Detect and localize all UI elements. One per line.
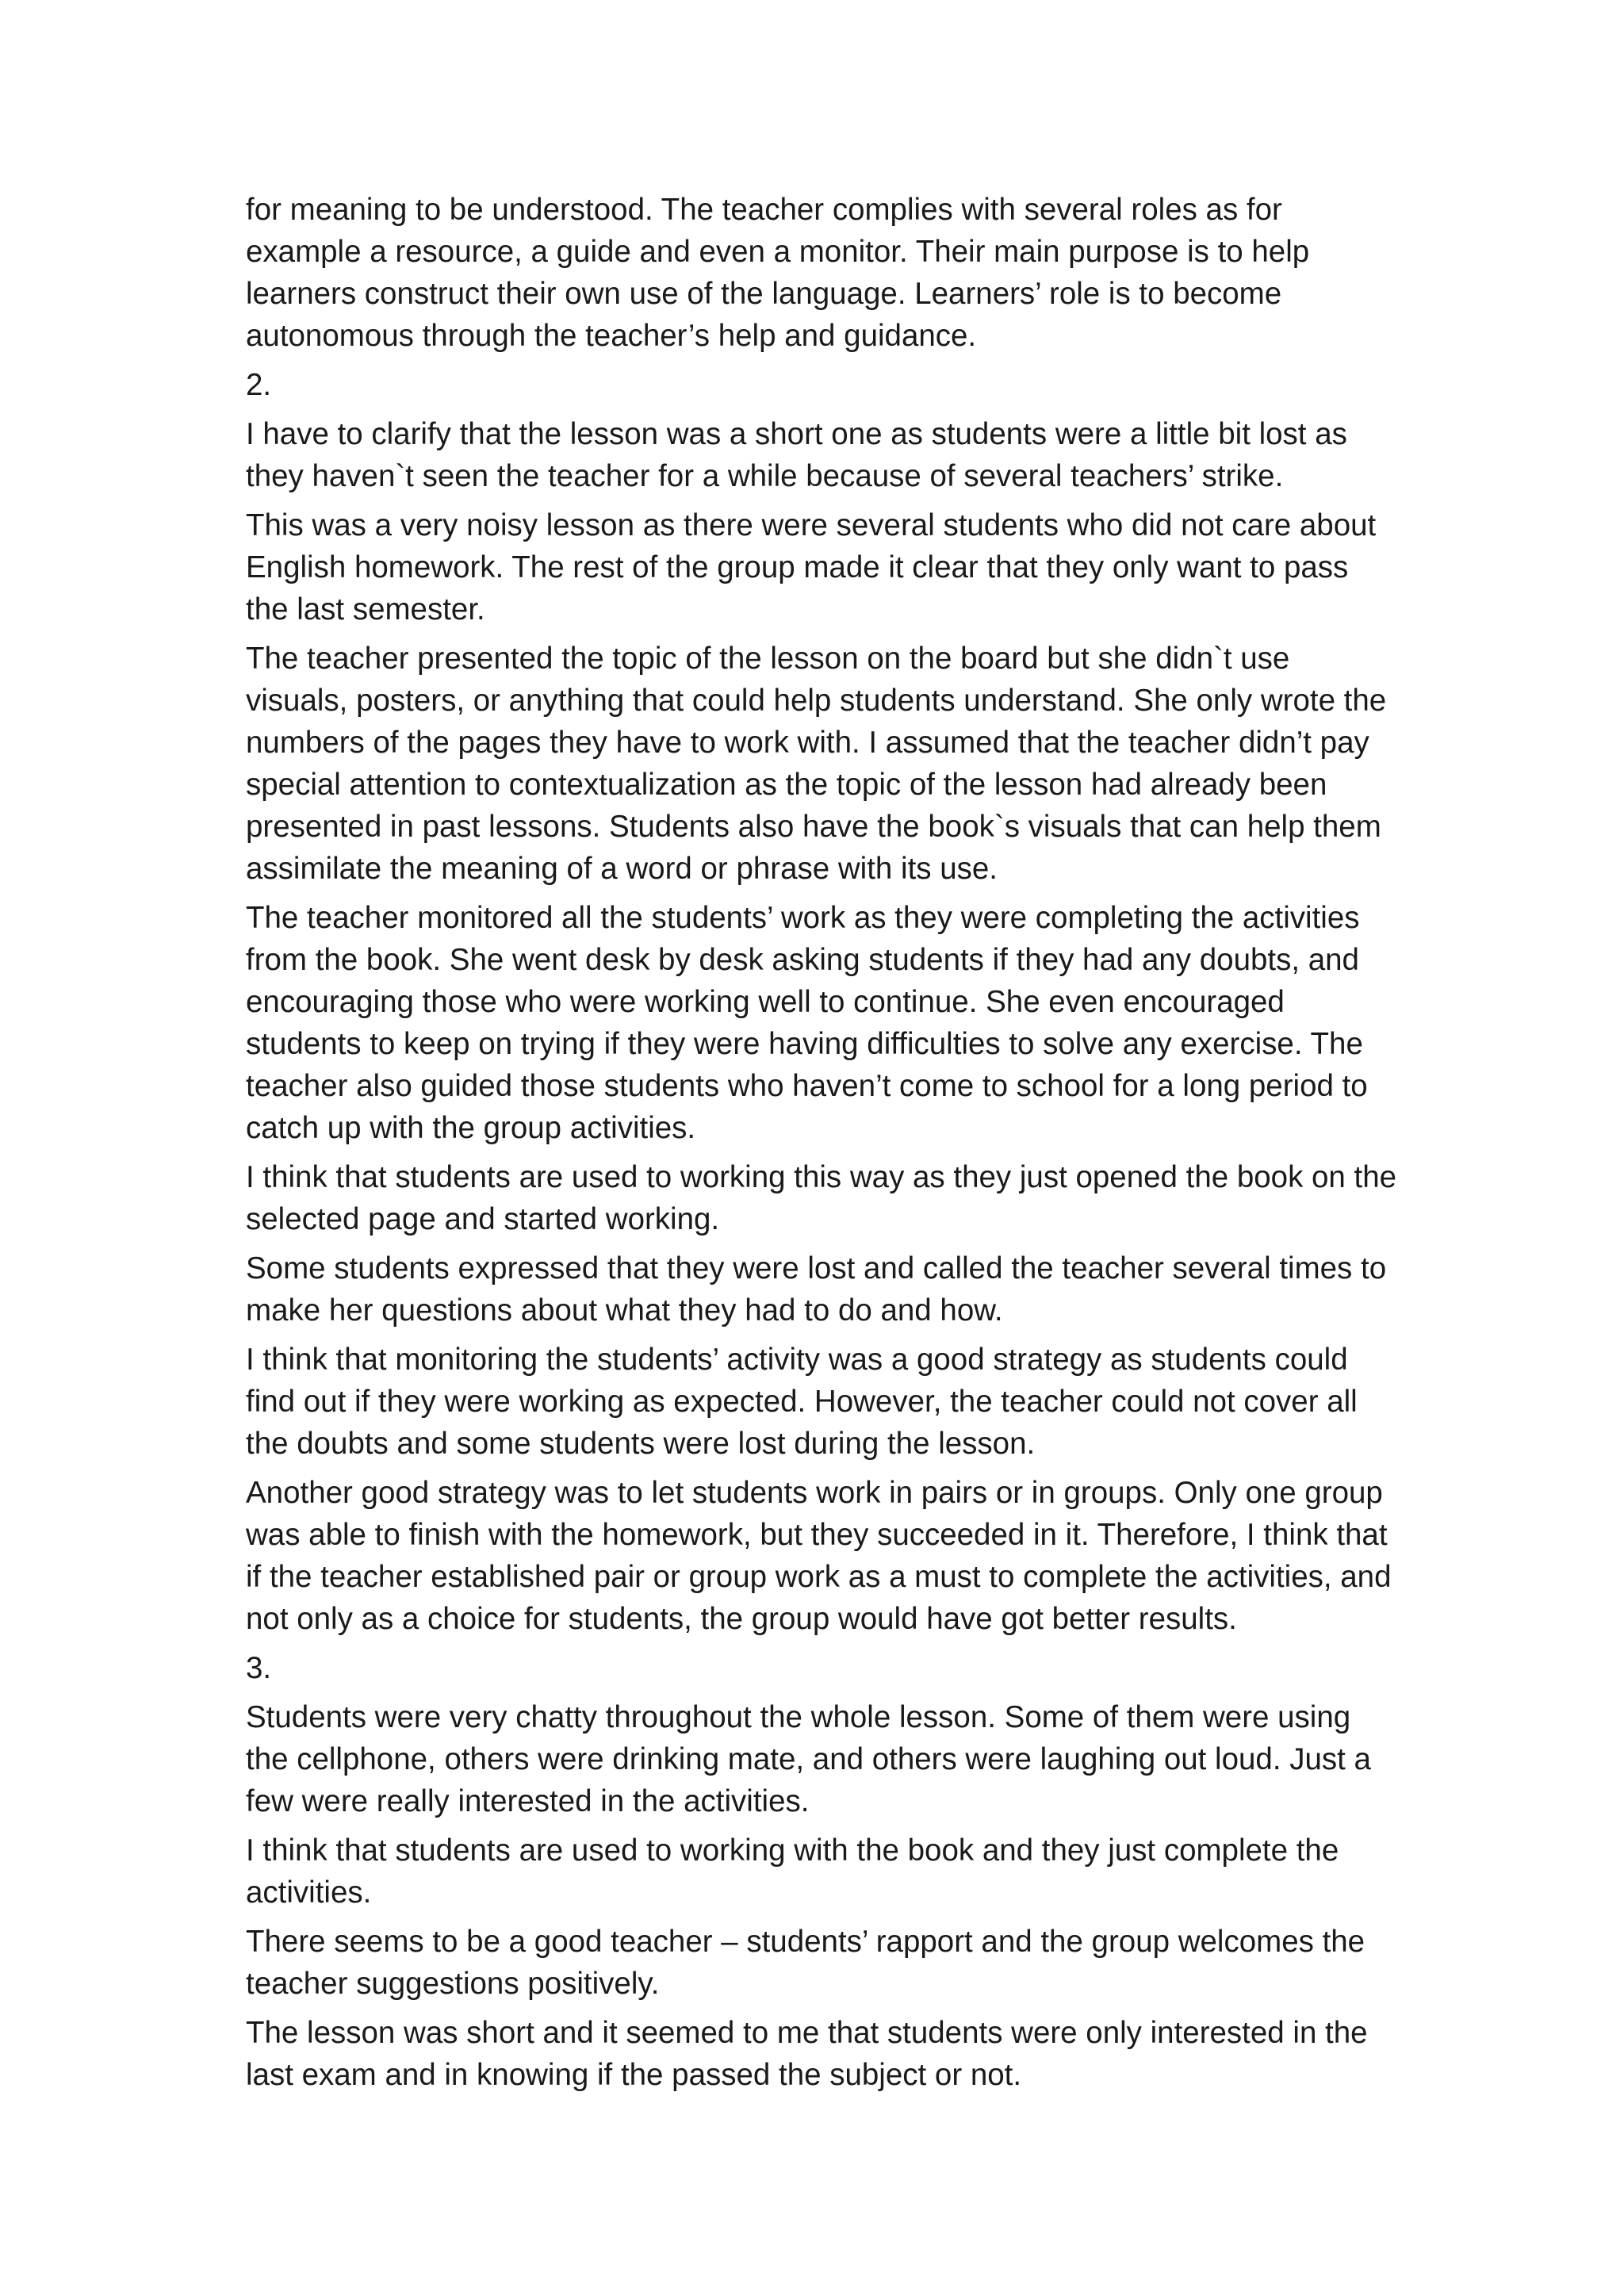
paragraph-lesson-clarification: I have to clarify that the lesson was a short one as students were a little bit lost as they haven`t seen the teacher for a while because of several teachers’ strike.	[246, 417, 1347, 493]
section-number-2: 2.	[246, 368, 272, 402]
paragraph-short-lesson: The lesson was short and it seemed to me that students were only interested in the last exam and in knowing if the passed the subject or not.	[246, 2016, 1368, 2092]
paragraph-teacher-monitoring: The teacher monitored all the students’ work as they were completing the activities from the book. She went desk by desk asking students if they had any doubts, and encouraging those who were working well to continue. She even encouraged students to keep on trying if they were having difficulties to solve any exercise. The teacher also guided those students who haven’t come to school for a long period to catch up with the group activities.	[246, 901, 1368, 1145]
paragraph-intro-continuation: for meaning to be understood. The teacher complies with several roles as for example a resource, a guide and even a monitor. Their main purpose is to help learners construct their own use of the language. Learners’ role is to become autonomous through the teacher’s help and guidance.	[246, 193, 1310, 353]
paragraph-chatty-students: Students were very chatty throughout the whole lesson. Some of them were using the cellphone, others were drinking mate, and others were laughing out loud. Just a few were really interested in the activities.	[246, 1700, 1371, 1818]
section-number-3: 3.	[246, 1651, 272, 1685]
paragraph-students-lost: Some students expressed that they were lost and called the teacher several times to make her questions about what they had to do and how.	[246, 1251, 1387, 1328]
paragraph-pair-group-work: Another good strategy was to let students work in pairs or in groups. Only one group was able to finish with the homework, but they succeeded in it. Therefore, I think that if the teacher established pair or group work as a must to complete the activities, and not only as a choice for students, the group would have got better results.	[246, 1476, 1392, 1636]
paragraph-monitoring-strategy: I think that monitoring the students’ activity was a good strategy as students could find out if they were working as expected. However, the teacher could not cover all the doubts and some students were lost during the lesson.	[246, 1343, 1358, 1461]
paragraph-working-with-book: I think that students are used to working with the book and they just complete the activities.	[246, 1833, 1339, 1910]
paragraph-students-used-to-working: I think that students are used to working this way as they just opened the book on the selected page and started working.	[246, 1160, 1397, 1236]
paragraph-noisy-lesson: This was a very noisy lesson as there were several students who did not care about English homework. The rest of the group made it clear that they only want to pass the last semester.	[246, 508, 1377, 626]
paragraph-topic-presentation: The teacher presented the topic of the lesson on the board but she didn`t use visuals, posters, or anything that could help students understand. She only wrote the numbers of the pages they have to work with. I assumed that the teacher didn’t pay special attention to contextualization as the topic of the lesson had already been presented in past lessons. Students also have the book`s visuals that can help them assimilate the meaning of a word or phrase with its use.	[246, 642, 1387, 886]
document-body	[246, 189, 1451, 2103]
paragraph-teacher-rapport: There seems to be a good teacher – students’ rapport and the group welcomes the teacher suggestions positively.	[246, 1925, 1365, 2001]
